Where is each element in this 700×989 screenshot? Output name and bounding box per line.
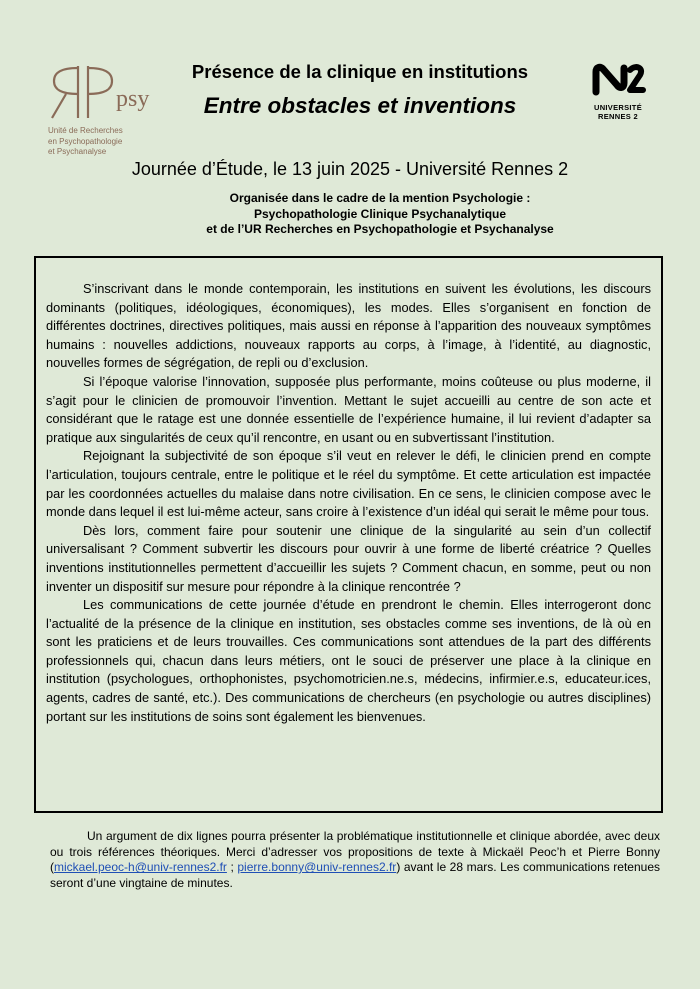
rennes2-line2: RENNES 2 xyxy=(598,112,638,121)
argument-paragraph: S’inscrivant dans le monde contemporain, les institutions en suivent les évolutions, les discours dominants (politiques, idéologiques, économiques), les modes. Elles s’organisent en fonction de différentes doctrines, directives politiques, mais aussi en réponse à l’apparition des nouveaux symptômes humains : nouvelles addictions, nouveaux rapports au corps, à l’image, à l’identité, au diagnostic, nouvelles formes de ségrégation, de repli ou d’exclusion. xyxy=(46,281,651,371)
rp-monogram-icon xyxy=(44,62,120,122)
organization-info xyxy=(150,191,610,238)
rennes2-mark-icon xyxy=(590,62,646,98)
page-subtitle: Entre obstacles et inventions xyxy=(203,93,517,118)
logo-subtitle-line: et Psychanalyse xyxy=(48,147,107,156)
submission-info xyxy=(50,829,660,892)
rennes2-line1: UNIVERSITÉ xyxy=(593,103,642,112)
logo-subtitle xyxy=(48,126,154,158)
argument-box xyxy=(34,256,663,813)
email-link-bonny[interactable]: pierre.bonny@univ-rennes2.fr xyxy=(237,860,397,875)
rppsy-mark xyxy=(44,62,154,122)
logo-psy-text: psy xyxy=(116,86,150,112)
argument-paragraph: Dès lors, comment faire pour soutenir une clinique de la singularité au sein d’un collectif universalisant ? Comment subvertir les discours pour ouvrir à une forme de liberté créatrice ? Quelles inventions institutionnelles permettent d’accueillir les sujets ? Comment chacun, en somme, peut ou non inventer un dispositif sur mesure pour répondre à la clinique rencontrée ? xyxy=(46,522,651,594)
event-date-line: Journée d’Étude, le 13 juin 2025 - Université Rennes 2 xyxy=(131,159,569,179)
argument-paragraph: Si l’époque valorise l’innovation, supposée plus performante, moins coûteuse ou plus moderne, il s’agit pour le clinicien de promouvoir l’invention. Mettant le sujet accueilli au centre de son acte et considérant que le ratage est une donnée essentielle de l’expérience humaine, il lui revient d’adapter sa pratique aux singularités de ceux qu’il rencontre, en usant ou en subvertissant l’institution. xyxy=(46,373,651,445)
rppsy-logo xyxy=(44,62,154,158)
email-link-peoch[interactable]: mickael.peoc-h@univ-rennes2.fr xyxy=(54,860,227,875)
footer-separator: ; xyxy=(226,860,238,875)
logo-subtitle-line: en Psychopathologie xyxy=(48,136,123,146)
logo-subtitle-line: Unité de Recherches xyxy=(48,126,123,135)
page-title: Présence de la clinique en institutions xyxy=(191,61,529,82)
rennes2-logo xyxy=(585,62,651,121)
argument-paragraph: Les communications de cette journée d’étude en prendront le chemin. Elles interrogeront donc l’actualité de la présence de la clinique en institution, ses obstacles comme ses inventions, de là où en sont les praticiens et de leurs trouvailles. Ces communications sont attendues de la part des différents professionnels qui, chacun dans leurs métiers, ont le souci de préserver une place à la clinique en institution (psychologues, orthophonistes, psychomotricien.ne.s, médecins, infirmier.e.s, educateur.ices, agents, cadres de santé, etc.). Des communications de chercheurs (en psychologie ou autres disciplines) portant sur les institutions de soins sont également les bienvenues. xyxy=(46,597,651,724)
organization-line: Organisée dans le cadre de la mention Psychologie : xyxy=(229,191,531,205)
organization-line: et de l’UR Recherches en Psychopathologie et Psychanalyse xyxy=(206,222,554,236)
footer-text: Un argument de dix lignes pourra présenter la problématique institutionnelle et clinique abordée, avec deux ou trois références théoriques. Merci d’adresser vos propositions de texte à Mickaël Peoc’h et Pierre Bonny ( xyxy=(50,829,660,875)
organization-line: Psychopathologie Clinique Psychanalytique xyxy=(253,206,507,221)
argument-paragraph: Rejoignant la subjectivité de son époque s’il veut en relever le défi, le clinicien prend en compte l’articulation, toujours centrale, entre le politique et le réel du symptôme. Et cette articulation est impactée par les coordonnées actuelles du malaise dans notre civilisation. En ce sens, le clinicien compose avec le monde dans lequel il est lui-même acteur, sans croire à l’existence d’un idéal qui serait le même pour tous. xyxy=(46,448,651,520)
footer-text: ) avant le 28 mars. Les communications retenues seront d’une vingtaine de minutes. xyxy=(50,860,660,891)
